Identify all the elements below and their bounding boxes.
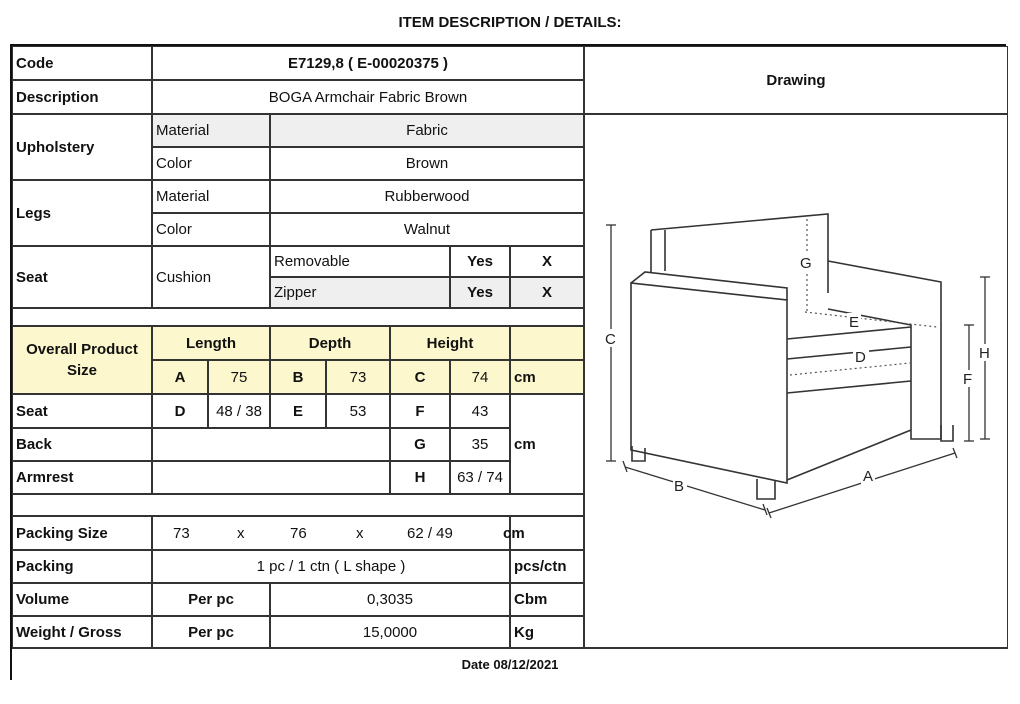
dim-d-key: D bbox=[152, 394, 208, 428]
spacer-row bbox=[12, 308, 584, 326]
packing-unit: pcs/ctn bbox=[510, 550, 584, 583]
drawing-area bbox=[584, 114, 1008, 648]
upholstery-color-value: Brown bbox=[270, 147, 584, 180]
dim-f-key: F bbox=[390, 394, 450, 428]
dimension-letters bbox=[604, 253, 993, 495]
volume-unit: Cbm bbox=[510, 583, 584, 616]
packing-size-v1: 73 bbox=[173, 524, 190, 542]
dim-h-key: H bbox=[390, 461, 450, 494]
packing-size-x1: x bbox=[237, 524, 245, 542]
armrest-blank bbox=[152, 461, 390, 494]
upholstery-color-label: Color bbox=[152, 147, 270, 180]
volume-value: 0,3035 bbox=[270, 583, 510, 616]
dim-f-value: 43 bbox=[450, 394, 510, 428]
seat-removable-mark: X bbox=[510, 246, 584, 277]
back-label: Back bbox=[12, 428, 152, 461]
weight-label: Weight / Gross bbox=[12, 616, 152, 648]
letter-g: G bbox=[800, 255, 812, 272]
height-header: Height bbox=[390, 326, 510, 360]
overall-size-label: Overall Product Size bbox=[12, 326, 152, 394]
seat-size-label: Seat bbox=[12, 394, 152, 428]
dim-h-value: 63 / 74 bbox=[450, 461, 510, 494]
packing-size-unit-cell bbox=[503, 516, 584, 550]
page-title: ITEM DESCRIPTION / DETAILS: bbox=[398, 14, 622, 31]
date-footer: Date 08/12/2021 bbox=[12, 648, 1008, 680]
letter-b: B bbox=[674, 478, 685, 495]
seat-zipper-mark: X bbox=[510, 277, 584, 308]
packing-size-v2: 76 bbox=[290, 524, 307, 542]
weight-value: 15,0000 bbox=[270, 616, 510, 648]
armchair-outline bbox=[631, 214, 953, 499]
dim-e-value: 53 bbox=[326, 394, 390, 428]
volume-per: Per pc bbox=[152, 583, 270, 616]
seat-zipper-label: Zipper bbox=[270, 277, 450, 308]
drawing-label: Drawing bbox=[584, 46, 1008, 114]
legs-color-label: Color bbox=[152, 213, 270, 246]
dim-b-key: B bbox=[270, 360, 326, 394]
letter-d: D bbox=[855, 349, 866, 366]
armchair-drawing bbox=[585, 115, 1009, 649]
dim-a-value: 75 bbox=[208, 360, 270, 394]
spacer-row-2 bbox=[12, 494, 584, 516]
code-value: E7129,8 ( E-00020375 ) bbox=[152, 46, 584, 80]
letter-a: A bbox=[863, 468, 874, 485]
legs-material-value: Rubberwood bbox=[270, 180, 584, 213]
packing-size-unit: cm bbox=[503, 524, 525, 542]
weight-unit: Kg bbox=[510, 616, 584, 648]
packing-size-x2: x bbox=[356, 524, 364, 542]
description-value: BOGA Armchair Fabric Brown bbox=[152, 80, 584, 114]
letter-h: H bbox=[979, 345, 990, 362]
seat-removable-value: Yes bbox=[450, 246, 510, 277]
packing-size-label: Packing Size bbox=[12, 516, 152, 550]
packing-size-values bbox=[152, 516, 510, 550]
upholstery-label: Upholstery bbox=[12, 114, 152, 180]
seat-zipper-value: Yes bbox=[450, 277, 510, 308]
seat-label: Seat bbox=[12, 246, 152, 308]
overall-unit: cm bbox=[510, 360, 584, 394]
packing-label: Packing bbox=[12, 550, 152, 583]
code-label: Code bbox=[12, 46, 152, 80]
dim-b-value: 73 bbox=[326, 360, 390, 394]
length-header: Length bbox=[152, 326, 270, 360]
spec-sheet bbox=[10, 44, 1006, 680]
weight-per: Per pc bbox=[152, 616, 270, 648]
packing-size-v3: 62 / 49 bbox=[407, 524, 453, 542]
dim-d-value: 48 / 38 bbox=[208, 394, 270, 428]
dim-c-key: C bbox=[390, 360, 450, 394]
dim-g-key: G bbox=[390, 428, 450, 461]
letter-c: C bbox=[605, 331, 616, 348]
dim-e-key: E bbox=[270, 394, 326, 428]
dim-c-value: 74 bbox=[450, 360, 510, 394]
legs-material-label: Material bbox=[152, 180, 270, 213]
volume-label: Volume bbox=[12, 583, 152, 616]
unit-header-blank bbox=[510, 326, 584, 360]
upholstery-material-label: Material bbox=[152, 114, 270, 147]
description-label: Description bbox=[12, 80, 152, 114]
armrest-label: Armrest bbox=[12, 461, 152, 494]
back-blank bbox=[152, 428, 390, 461]
dim-a-key: A bbox=[152, 360, 208, 394]
size-unit: cm bbox=[510, 394, 584, 494]
seat-removable-label: Removable bbox=[270, 246, 450, 277]
dim-g-value: 35 bbox=[450, 428, 510, 461]
legs-color-value: Walnut bbox=[270, 213, 584, 246]
letter-e: E bbox=[849, 314, 860, 331]
legs-label: Legs bbox=[12, 180, 152, 246]
depth-header: Depth bbox=[270, 326, 390, 360]
packing-value: 1 pc / 1 ctn ( L shape ) bbox=[152, 550, 510, 583]
letter-f: F bbox=[963, 371, 973, 388]
upholstery-material-value: Fabric bbox=[270, 114, 584, 147]
seat-cushion-label: Cushion bbox=[152, 246, 270, 308]
